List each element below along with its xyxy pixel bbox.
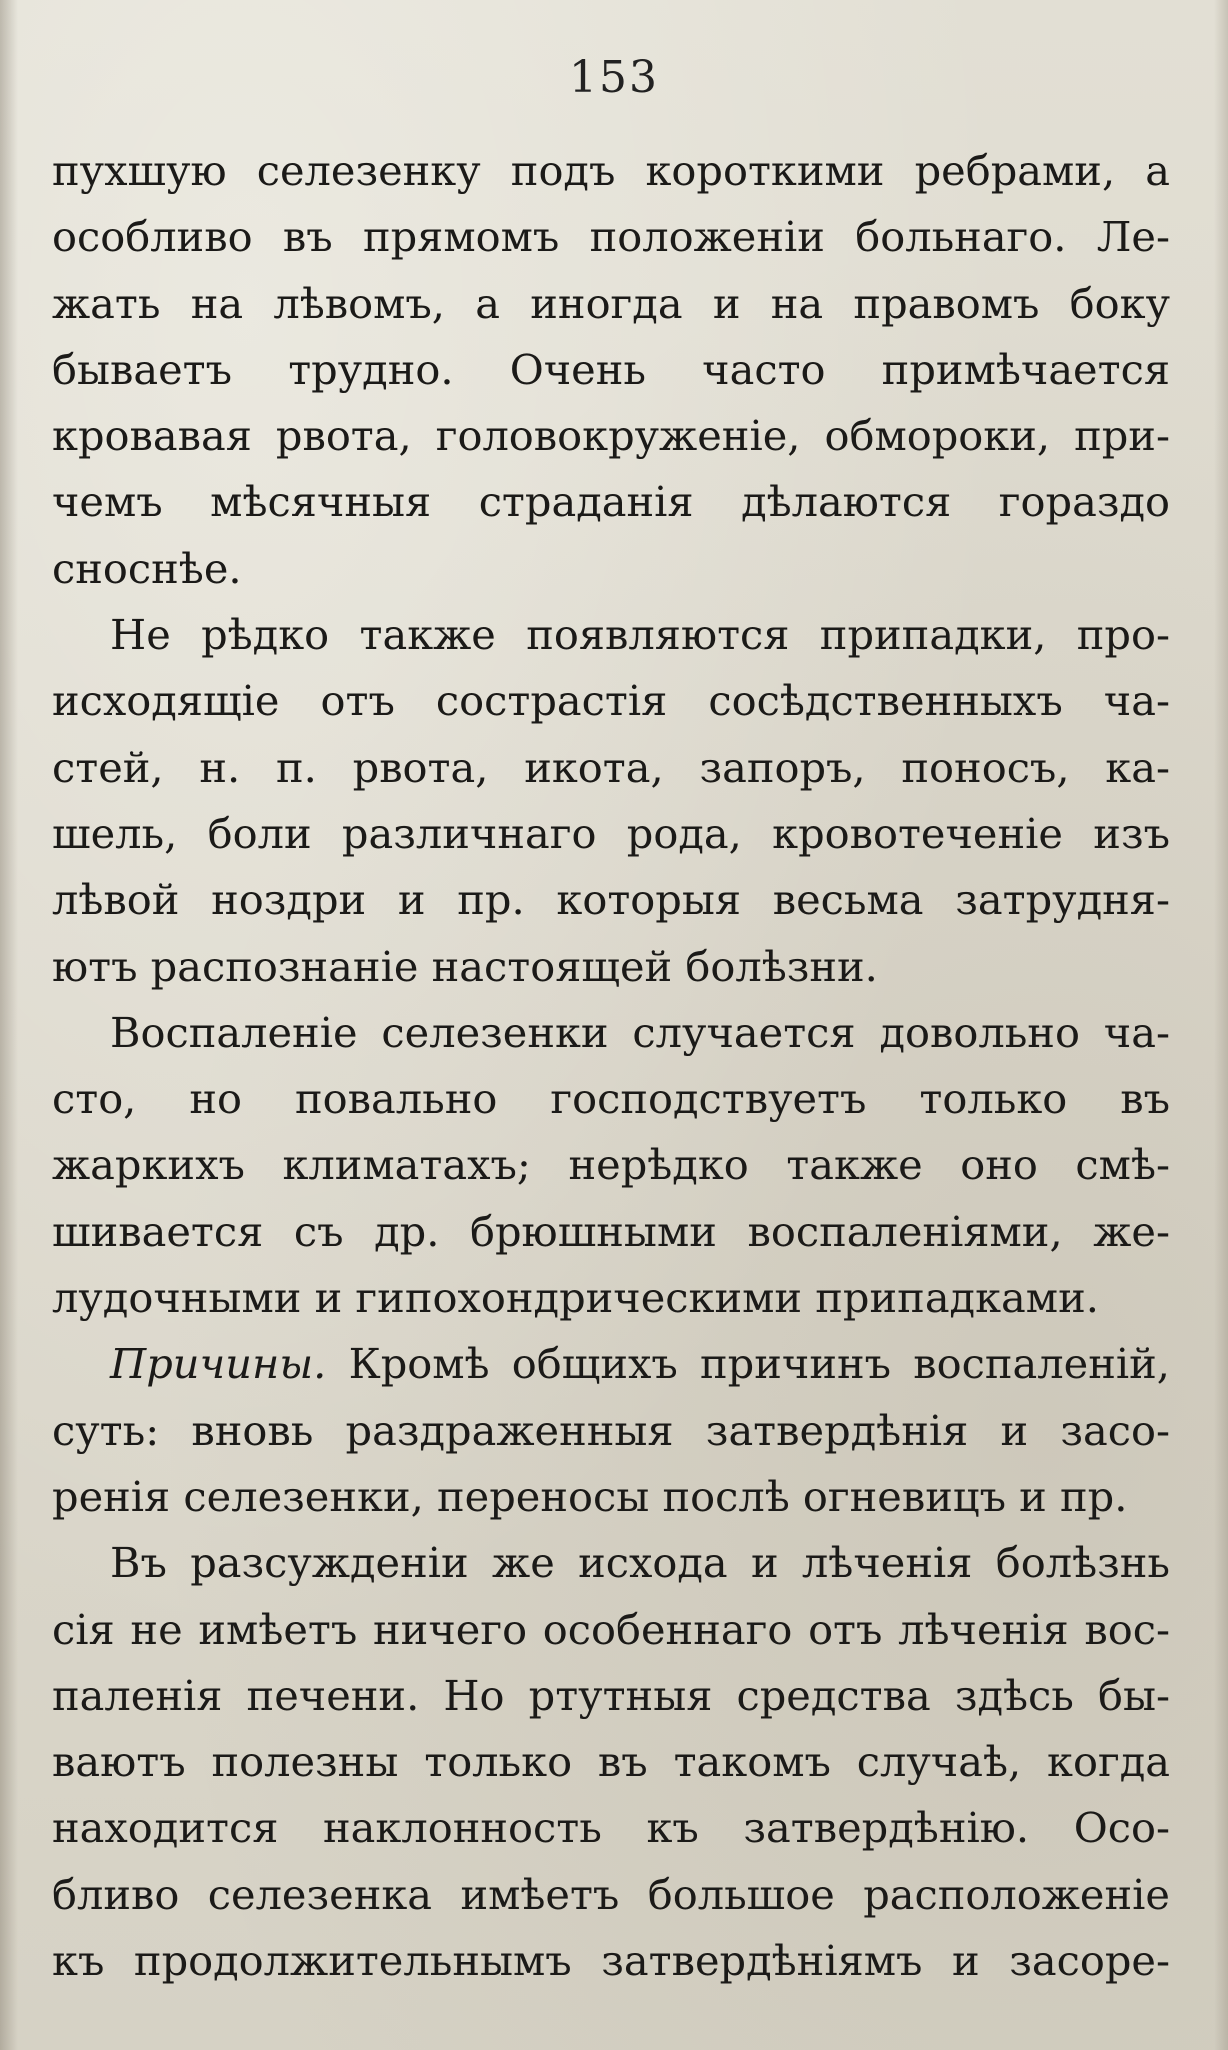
text-line: особливо въ прямомъ положеніи больнаго. Ле-	[52, 212, 1170, 262]
text-line: бываетъ трудно. Очень часто примѣчается	[52, 344, 1170, 394]
text-line: шивается съ др. брюшными воспаленіями, же-	[52, 1206, 1170, 1256]
page-number: 153	[569, 52, 659, 103]
text-line: ваютъ полезны только въ такомъ случаѣ, когда	[52, 1737, 1170, 1787]
text-line: сія не имѣетъ ничего особеннаго отъ лѣченія вос-	[52, 1604, 1170, 1654]
text-line: исходящіе отъ сострастія сосѣдственныхъ ча-	[52, 676, 1170, 726]
text-line: лудочными и гипохондрическими припадками.	[52, 1273, 1099, 1323]
text-line: суть: вновь раздраженныя затвердѣнія и засо-	[52, 1405, 1170, 1455]
text-line: шель, боли различнаго рода, кровотеченіе изъ	[52, 808, 1170, 858]
text-line: паленія печени. Но ртутныя средства здѣсь бы-	[52, 1670, 1170, 1720]
text-line: ренія селезенки, переносы послѣ огневицъ и пр.	[52, 1471, 1128, 1521]
text-line: сто, но повально господствуетъ только въ	[52, 1074, 1170, 1124]
text-line: Въ разсужденіи же исхода и лѣченія болѣзнь	[110, 1538, 1170, 1588]
text-line-with-heading	[52, 1331, 1170, 1397]
text-line: жать на лѣвомъ, а иногда и на правомъ боку	[52, 278, 1170, 328]
text-line: чемъ мѣсячныя страданія дѣлаются гораздо	[52, 477, 1170, 527]
text-line: сноснѣе.	[52, 543, 242, 593]
text-line: Не рѣдко также появляются припадки, про-	[110, 610, 1170, 660]
text-line: жаркихъ климатахъ; нерѣдко также оно смѣ-	[52, 1140, 1170, 1190]
text-line: находится наклонность къ затвердѣнію. Осо-	[52, 1803, 1170, 1853]
text-line: къ продолжительнымъ затвердѣніямъ и засоре-	[52, 1936, 1170, 1986]
text-line: кровавая рвота, головокруженіе, обмороки, при-	[52, 411, 1170, 461]
text-line: ютъ распознаніе настоящей болѣзни.	[52, 941, 878, 991]
text-line: стей, н. п. рвота, икота, запоръ, поносъ, ка-	[52, 742, 1170, 792]
section-heading: Причины.	[110, 1339, 327, 1389]
text-line: пухшую селезенку подъ короткими ребрами, а	[52, 146, 1170, 195]
text-line: лѣвой ноздри и пр. которыя весьма затрудня-	[52, 875, 1170, 925]
text-line: бливо селезенка имѣетъ большое расположеніе	[52, 1869, 1170, 1919]
text-line: Воспаленіе селезенки случается довольно ча-	[110, 1007, 1170, 1057]
text-line: Кромѣ общихъ причинъ воспаленій,	[348, 1339, 1170, 1389]
body-text	[52, 138, 1170, 1994]
